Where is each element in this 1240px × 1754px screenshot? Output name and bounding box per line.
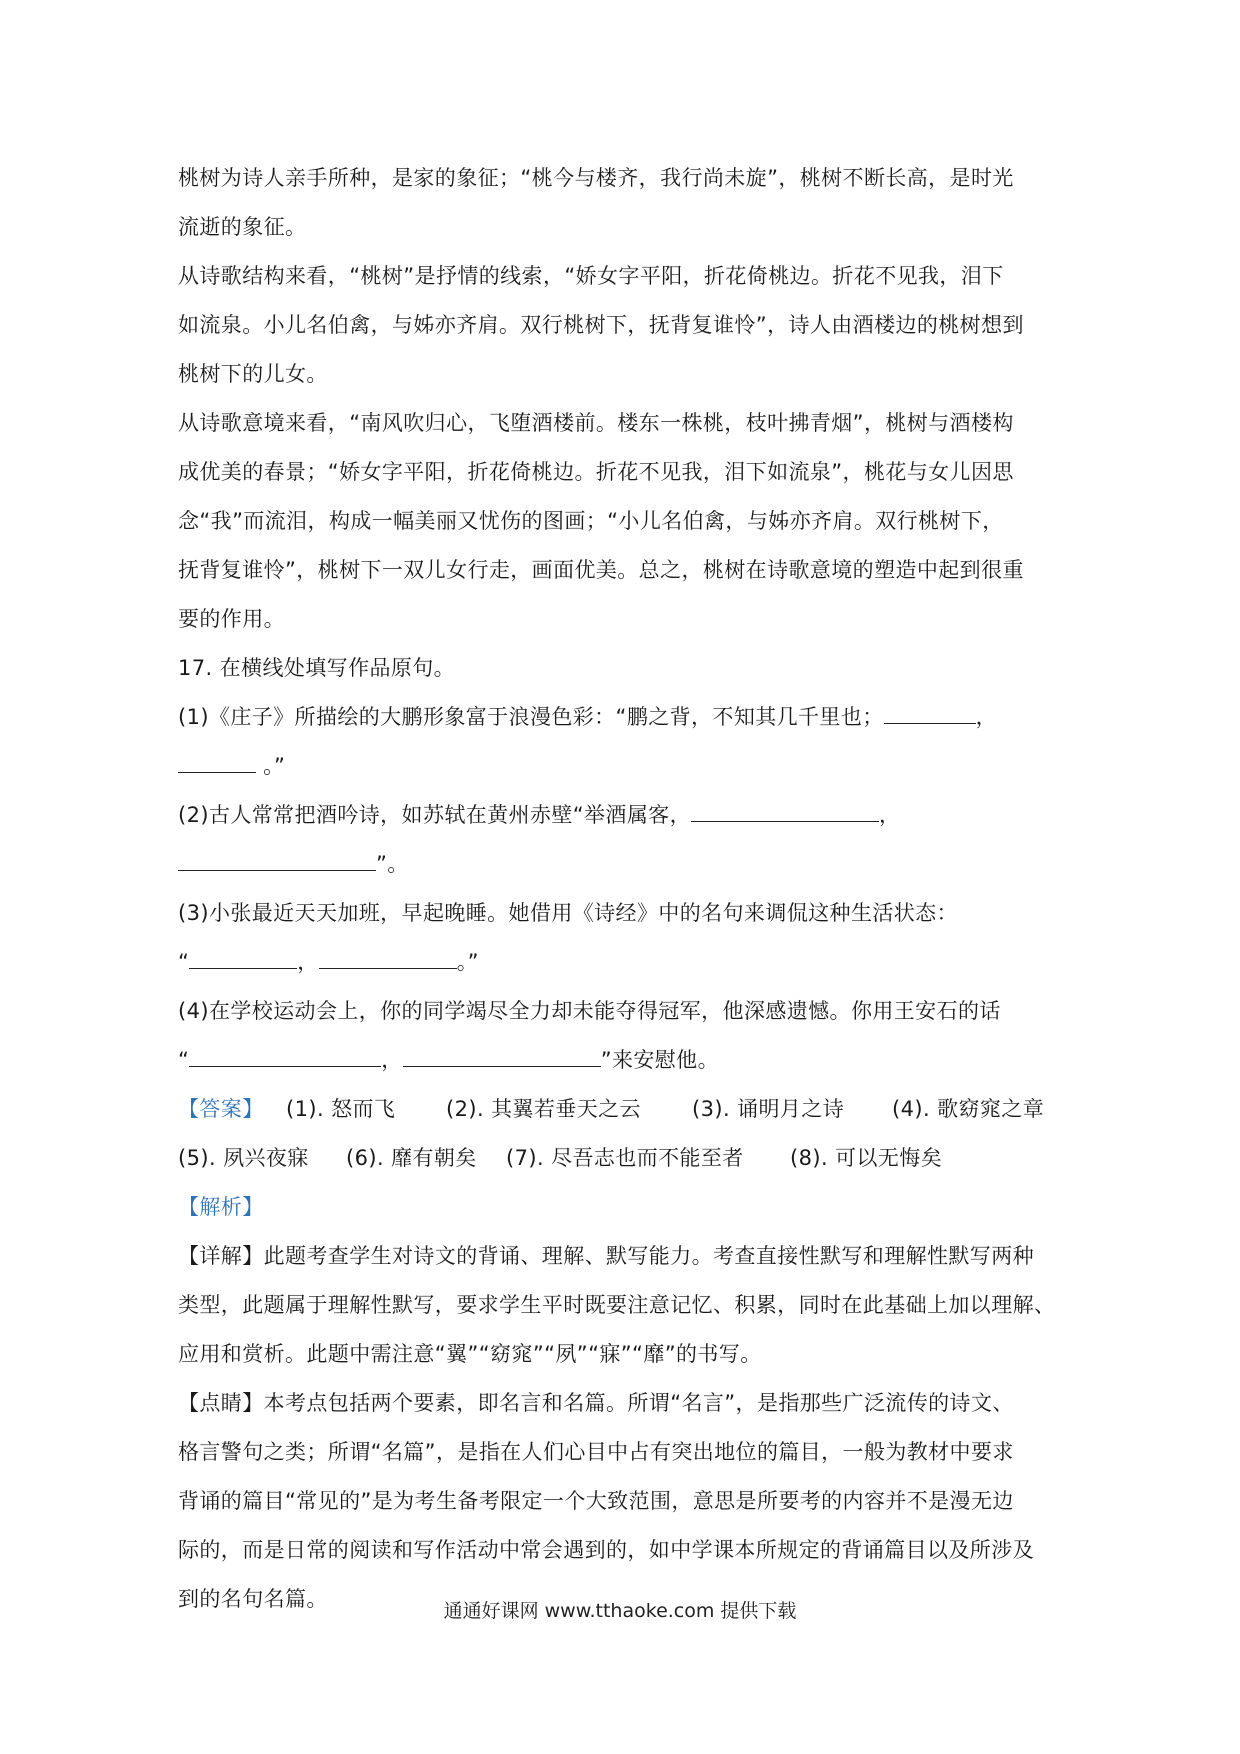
text-line: 念“我”而流泪，构成一幅美丽又忧伤的图画；“小儿名伯禽，与姊亦齐肩。双行桃树下， (178, 509, 1004, 533)
question-17 (178, 644, 1073, 1085)
answer-item: (7). 尽吾志也而不能至者 (506, 1146, 744, 1170)
text-line: 类型，此题属于理解性默写，要求学生平时既要注意记忆、积累，同时在此基础上加以理解、 (178, 1293, 1056, 1317)
paragraph-symbol (178, 154, 1073, 252)
analysis-label: 【解析】 (178, 1195, 264, 1219)
answer-item: (2). 其翼若垂天之云 (446, 1097, 641, 1121)
text-line: 到的名句名篇。 (178, 1587, 328, 1611)
text-line: 如流泉。小儿名伯禽，与姊亦齐肩。双行桃树下，抚背复谁怜”，诗人由酒楼边的桃树想到 (178, 313, 1024, 337)
sub-question-1 (178, 693, 1073, 742)
fill-blank[interactable] (189, 946, 297, 969)
text-line: 从诗歌结构来看，“桃树”是抒情的线索，“娇女字平阳，折花倚桃边。折花不见我，泪下 (178, 264, 1004, 288)
fill-blank[interactable] (178, 848, 376, 871)
punctuation: ， (381, 1048, 403, 1072)
text-line: 【点睛】本考点包括两个要素，即名言和名篇。所谓“名言”，是指那些广泛流传的诗文、 (178, 1391, 1014, 1415)
punctuation: ， (879, 803, 901, 827)
question-text: ”来安慰他。 (600, 1048, 719, 1072)
answer-item: (4). 歌窈窕之章 (892, 1097, 1045, 1121)
paragraph-imagery (178, 399, 1073, 644)
sub-question-2-cont (178, 840, 1073, 889)
answer-item: (1). 怒而飞 (286, 1097, 396, 1121)
fill-blank[interactable] (884, 701, 976, 724)
sub-question-1-cont (178, 742, 1073, 791)
fill-blank[interactable] (691, 799, 879, 822)
answer-row (178, 1085, 1073, 1134)
answer-item: (8). 可以无悔矣 (790, 1146, 943, 1170)
text-line: 从诗歌意境来看，“南风吹归心，飞堕酒楼前。楼东一株桃，枝叶拂青烟”，桃树与酒楼构 (178, 411, 1014, 435)
sub-question-2 (178, 791, 1073, 840)
punctuation: “ (178, 950, 190, 974)
text-line: 桃树为诗人亲手所种，是家的象征；“桃今与楼齐，我行尚未旋”，桃树不断长高，是时光 (178, 166, 1014, 190)
text-line: 成优美的春景；“娇女字平阳，折花倚桃边。折花不见我，泪下如流泉”，桃花与女儿因思 (178, 460, 1014, 484)
answer-row (178, 1134, 1073, 1183)
question-text: (1)《庄子》所描绘的大鹏形象富于浪漫色彩：“鹏之背，不知其几千里也； (178, 705, 884, 729)
answer-item: (5). 夙兴夜寐 (178, 1146, 309, 1170)
question-title: 17. 在横线处填写作品原句。 (178, 656, 456, 680)
analysis-section (178, 1183, 1073, 1624)
question-text: (4)在学校运动会上，你的同学竭尽全力却未能夺得冠军，他深感遗憾。你用王安石的话 (178, 999, 1001, 1023)
fill-blank[interactable] (319, 946, 457, 969)
text-line: 背诵的篇目“常见的”是为考生备考限定一个大致范围，意思是所要考的内容并不是漫无边 (178, 1489, 1014, 1513)
fill-blank[interactable] (189, 1044, 381, 1067)
punctuation: ， (297, 950, 319, 974)
text-line: 流逝的象征。 (178, 215, 307, 239)
page-footer: 通通好课网 www.tthaoke.com 提供下载 (443, 1600, 797, 1622)
sub-question-3-cont (178, 938, 1073, 987)
question-text: (3)小张最近天天加班，早起晚睡。她借用《诗经》中的名句来调侃这种生活状态： (178, 901, 958, 925)
sub-question-4-cont (178, 1036, 1073, 1085)
punctuation: ， (975, 705, 998, 729)
text-line: 际的，而是日常的阅读和写作活动中常会遇到的，如中学课本所规定的背诵篇目以及所涉及 (178, 1538, 1034, 1562)
fill-blank[interactable] (178, 750, 256, 773)
text-line: 要的作用。 (178, 607, 285, 631)
fill-blank[interactable] (403, 1044, 601, 1067)
text-line: 应用和赏析。此题中需注意“翼”“窈窕”“夙”“寐”“靡”的书写。 (178, 1342, 762, 1366)
question-text: (2)古人常常把酒吟诗，如苏轼在黄州赤壁“举酒属客， (178, 803, 692, 827)
sub-question-3 (178, 889, 1073, 938)
text-line: 桃树下的儿女。 (178, 362, 328, 386)
punctuation: 。” (456, 950, 479, 974)
punctuation: ”。 (376, 852, 409, 876)
punctuation: “ (178, 1048, 190, 1072)
answer-item: (6). 靡有朝矣 (346, 1146, 477, 1170)
text-line: 【详解】此题考查学生对诗文的背诵、理解、默写能力。考查直接性默写和理解性默写两种 (178, 1244, 1034, 1268)
punctuation: 。” (263, 754, 286, 778)
document-body (178, 154, 1073, 1624)
sub-question-4 (178, 987, 1073, 1036)
text-line: 格言警句之类；所谓“名篇”，是指在人们心目中占有突出地位的篇目，一般为教材中要求 (178, 1440, 1014, 1464)
text-line: 抚背复谁怜”，桃树下一双儿女行走，画面优美。总之，桃树在诗歌意境的塑造中起到很重 (178, 558, 1024, 582)
paragraph-structure (178, 252, 1073, 399)
answer-label: 【答案】 (178, 1097, 264, 1121)
answer-section (178, 1085, 1073, 1183)
answer-item: (3). 诵明月之诗 (692, 1097, 845, 1121)
